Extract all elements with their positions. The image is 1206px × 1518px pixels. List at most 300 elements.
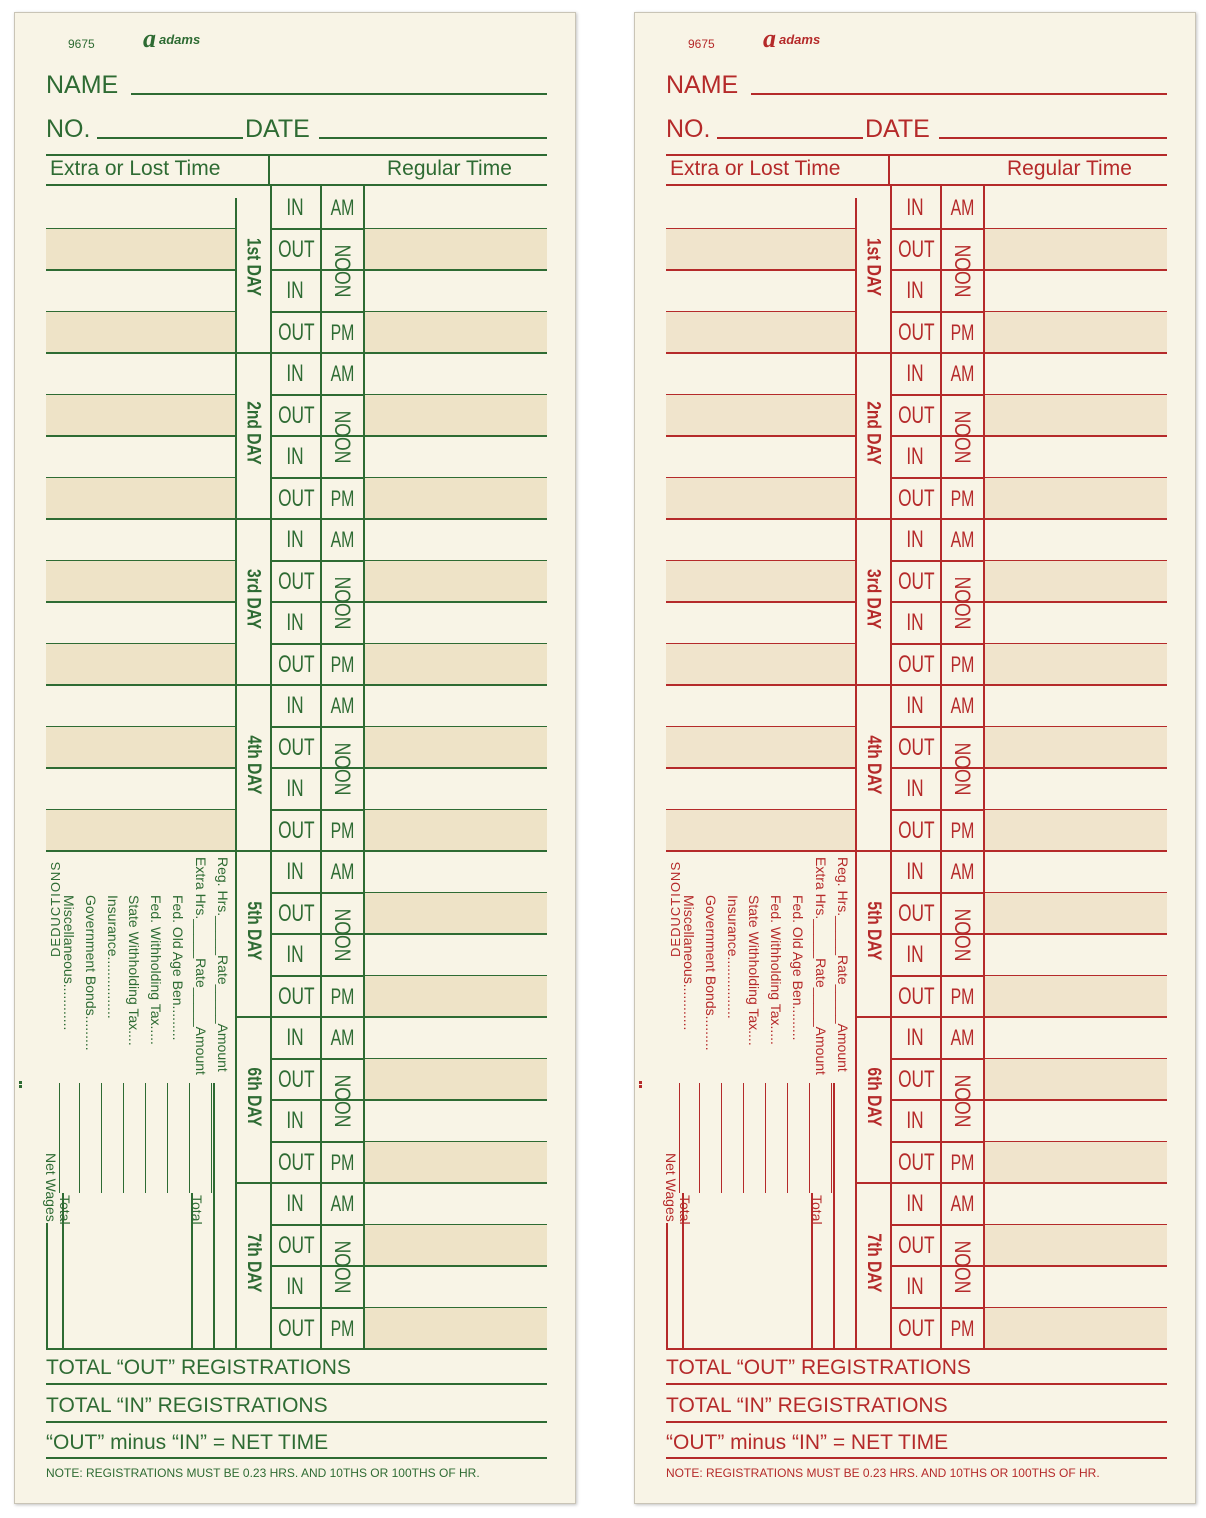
column-rule (940, 184, 942, 1349)
regular-time-cell[interactable] (983, 976, 1167, 1018)
regular-time-header: Regular Time (387, 157, 512, 180)
am-label (941, 685, 983, 727)
noon-label (321, 1059, 363, 1143)
in-label (271, 187, 319, 229)
column-rule (235, 198, 237, 1349)
in-label (271, 353, 319, 395)
in-out-text: OUT (278, 1148, 315, 1176)
extra-time-cell[interactable] (666, 353, 855, 395)
regular-time-cell[interactable] (983, 810, 1167, 852)
day-text: 3rd DAY (243, 568, 264, 630)
extra-lost-time-header: Extra or Lost Time (50, 157, 221, 180)
in-out-text: IN (286, 1107, 304, 1134)
pm-label (941, 810, 983, 852)
regular-time-cell[interactable] (363, 519, 547, 561)
out-label (271, 727, 319, 769)
registration-note: NOTE: REGISTRATIONS MUST BE 0.23 HRS. AND 10THS OR 100THS OF HR. (46, 1466, 480, 1480)
noon-label (941, 395, 983, 479)
extra-time-cell[interactable] (46, 187, 235, 229)
regular-time-cell[interactable] (363, 893, 547, 935)
regular-time-cell[interactable] (363, 312, 547, 354)
regular-time-cell[interactable] (363, 727, 547, 769)
regular-time-cell[interactable] (983, 1308, 1167, 1350)
in-label (271, 519, 319, 561)
in-out-text: IN (286, 941, 304, 968)
name-field[interactable] (751, 93, 1167, 95)
in-label (271, 1266, 319, 1308)
day-label (237, 549, 269, 649)
out-label (891, 727, 939, 769)
regular-time-cell[interactable] (983, 1225, 1167, 1267)
am-text: AM (330, 361, 354, 386)
regular-time-cell[interactable] (983, 727, 1167, 769)
reg-hours-line[interactable]: Reg. Hrs._____Rate_____Amount (835, 857, 851, 1072)
pm-text: PM (950, 1315, 974, 1341)
regular-time-cell[interactable] (363, 1225, 547, 1267)
day-label (237, 1213, 269, 1313)
in-label (891, 519, 939, 561)
noon-label (321, 561, 363, 645)
day-label (237, 881, 269, 981)
in-out-text: OUT (898, 318, 935, 346)
logo-name: adams (159, 31, 201, 47)
am-label (941, 1183, 983, 1225)
in-label (891, 1266, 939, 1308)
am-text: AM (330, 527, 354, 552)
extra-time-cell[interactable] (46, 685, 235, 727)
pm-text: PM (330, 1315, 354, 1341)
in-out-text: OUT (278, 733, 315, 761)
noon-label (941, 893, 983, 977)
extra-time-cell[interactable] (666, 810, 855, 852)
deduction-line[interactable]: Insurance................ (105, 895, 121, 1019)
regular-time-cell[interactable] (983, 1100, 1167, 1142)
in-out-text: IN (286, 277, 304, 304)
day-label (857, 383, 889, 483)
in-label (891, 1017, 939, 1059)
binder-dots-icon (19, 1081, 33, 1085)
pm-label (321, 1308, 363, 1350)
out-label (271, 1059, 319, 1101)
in-out-text: OUT (898, 1065, 935, 1093)
extra-time-cell[interactable] (666, 685, 855, 727)
deduction-line[interactable]: Miscellaneous............ (681, 895, 697, 1031)
pm-label (941, 644, 983, 686)
deduction-line[interactable]: Miscellaneous............ (61, 895, 77, 1031)
extra-hours-line[interactable]: Extra Hrs._____Rate_____Amount (813, 857, 829, 1075)
extra-time-cell[interactable] (666, 768, 855, 810)
regular-time-cell[interactable] (983, 436, 1167, 478)
total-out-registrations: TOTAL “OUT” REGISTRATIONS (46, 1356, 351, 1379)
deduction-entry-line (189, 1083, 190, 1193)
in-label (891, 602, 939, 644)
day-label (237, 1047, 269, 1147)
extra-time-cell[interactable] (666, 644, 855, 686)
regular-time-cell[interactable] (363, 1100, 547, 1142)
regular-time-cell[interactable] (363, 810, 547, 852)
regular-time-cell[interactable] (363, 1308, 547, 1350)
extra-time-cell[interactable] (666, 395, 855, 437)
regular-time-cell[interactable] (363, 436, 547, 478)
regular-time-cell[interactable] (983, 851, 1167, 893)
deduction-line[interactable]: Insurance................ (725, 895, 741, 1019)
deduction-line[interactable]: State Withholding Tax.... (126, 895, 142, 1046)
regular-time-cell[interactable] (983, 893, 1167, 935)
deductions-title-text: DEDUCTIONS (48, 861, 63, 957)
extra-time-cell[interactable] (46, 436, 235, 478)
extra-time-cell[interactable] (46, 270, 235, 312)
extra-time-cell[interactable] (46, 353, 235, 395)
day-text: 2nd DAY (243, 401, 264, 465)
net-time-label: “OUT” minus “IN” = NET TIME (46, 1431, 329, 1454)
total-label: Total (189, 1195, 205, 1225)
date-label: DATE (865, 115, 930, 143)
day-label (857, 881, 889, 981)
deduction-line[interactable]: State Withholding Tax.... (746, 895, 762, 1046)
deduction-entry-line (59, 1083, 60, 1193)
noon-text: NOON (950, 244, 975, 297)
regular-time-cell[interactable] (363, 685, 547, 727)
registration-rule (46, 1421, 547, 1423)
noon-label (941, 1225, 983, 1309)
in-out-text: OUT (278, 899, 315, 927)
regular-time-cell[interactable] (363, 976, 547, 1018)
extra-time-cell[interactable] (46, 312, 235, 354)
binder-dots-icon (639, 1081, 653, 1085)
noon-text: NOON (330, 1074, 355, 1127)
extra-time-cell[interactable] (46, 519, 235, 561)
regular-time-cell[interactable] (363, 270, 547, 312)
regular-time-cell[interactable] (983, 1142, 1167, 1184)
extra-time-cell[interactable] (666, 270, 855, 312)
deduction-line[interactable]: Fed. Old Age Ben......... (790, 895, 806, 1041)
extra-time-cell[interactable] (666, 436, 855, 478)
out-label (271, 478, 319, 520)
column-rule (890, 184, 892, 1349)
reg-hours-line[interactable]: Reg. Hrs._____Rate_____Amount (215, 857, 231, 1072)
extra-time-cell[interactable] (666, 519, 855, 561)
out-label (271, 1225, 319, 1267)
brand-logo (763, 24, 821, 53)
out-label (271, 976, 319, 1018)
am-text: AM (330, 1025, 354, 1050)
extra-time-cell[interactable] (46, 478, 235, 520)
regular-time-cell[interactable] (983, 1183, 1167, 1225)
noon-text: NOON (330, 410, 355, 463)
regular-time-cell[interactable] (983, 934, 1167, 976)
regular-time-cell[interactable] (983, 312, 1167, 354)
regular-time-cell[interactable] (983, 187, 1167, 229)
time-card-green (14, 12, 576, 1504)
noon-label (941, 229, 983, 313)
regular-time-cell[interactable] (983, 644, 1167, 686)
am-text: AM (950, 1025, 974, 1050)
day-text: 4th DAY (863, 735, 884, 795)
regular-time-cell[interactable] (363, 478, 547, 520)
pm-label (321, 810, 363, 852)
noon-label (941, 1059, 983, 1143)
in-out-text: IN (286, 1273, 304, 1300)
regular-time-cell[interactable] (363, 561, 547, 603)
extra-time-cell[interactable] (666, 229, 855, 271)
day-text: 6th DAY (243, 1067, 264, 1127)
row-rule (46, 850, 235, 852)
extra-time-cell[interactable] (46, 602, 235, 644)
day-label (857, 217, 889, 317)
am-text: AM (950, 859, 974, 884)
deduction-entry-line (787, 1083, 788, 1193)
deduction-entry-line (679, 1083, 680, 1193)
out-label (891, 1059, 939, 1101)
form-code: 9675 (68, 37, 95, 51)
registration-rule (666, 1421, 1167, 1423)
deduction-entry-line (809, 1083, 810, 1193)
total-in-registrations: TOTAL “IN” REGISTRATIONS (46, 1394, 328, 1417)
in-out-text: OUT (278, 401, 315, 429)
noon-text: NOON (330, 576, 355, 629)
regular-time-cell[interactable] (363, 353, 547, 395)
extra-time-cell[interactable] (666, 478, 855, 520)
regular-time-cell[interactable] (983, 1266, 1167, 1308)
date-field[interactable] (319, 137, 547, 139)
in-label (271, 768, 319, 810)
in-out-text: IN (906, 360, 924, 387)
regular-time-cell[interactable] (983, 561, 1167, 603)
column-rule (983, 184, 985, 1349)
column-rule (855, 198, 857, 1349)
date-field[interactable] (939, 137, 1167, 139)
in-out-text: OUT (898, 982, 935, 1010)
extra-time-cell[interactable] (46, 561, 235, 603)
out-label (891, 1142, 939, 1184)
am-text: AM (950, 693, 974, 718)
regular-time-cell[interactable] (983, 602, 1167, 644)
header-bottom-rule (666, 184, 1167, 186)
out-label (891, 312, 939, 354)
deduction-entry-line (101, 1083, 102, 1193)
total-in-registrations: TOTAL “IN” REGISTRATIONS (666, 1394, 948, 1417)
day-block-rule (235, 352, 270, 354)
regular-time-cell[interactable] (983, 519, 1167, 561)
day-label (237, 383, 269, 483)
regular-time-cell[interactable] (983, 768, 1167, 810)
deduction-entry-line (211, 1083, 212, 1193)
am-label (941, 851, 983, 893)
in-out-text: OUT (898, 401, 935, 429)
in-out-text: IN (906, 858, 924, 885)
day-block-rule (235, 1016, 270, 1018)
deduction-line[interactable]: Fed. Withholding Tax..... (768, 895, 784, 1045)
am-text: AM (950, 1191, 974, 1216)
regular-time-cell[interactable] (363, 229, 547, 271)
in-out-text: OUT (278, 567, 315, 595)
in-label (271, 1183, 319, 1225)
in-out-text: IN (286, 443, 304, 470)
regular-time-cell[interactable] (363, 1059, 547, 1101)
day-block-rule (855, 850, 890, 852)
regular-time-cell[interactable] (363, 187, 547, 229)
regular-time-cell[interactable] (363, 1017, 547, 1059)
deduction-entry-line (765, 1083, 766, 1193)
total-label: Total (677, 1195, 693, 1225)
pm-label (321, 644, 363, 686)
pm-label (321, 478, 363, 520)
in-label (891, 685, 939, 727)
in-label (891, 934, 939, 976)
pm-text: PM (950, 319, 974, 345)
in-label (891, 768, 939, 810)
regular-time-cell[interactable] (983, 353, 1167, 395)
net-wages-label: Net Wages (663, 1153, 679, 1222)
regular-time-cell[interactable] (983, 395, 1167, 437)
regular-time-cell[interactable] (363, 1183, 547, 1225)
extra-time-cell[interactable] (46, 395, 235, 437)
regular-time-cell[interactable] (983, 685, 1167, 727)
am-label (941, 1017, 983, 1059)
number-field[interactable] (97, 137, 243, 139)
out-label (891, 395, 939, 437)
regular-time-cell[interactable] (363, 934, 547, 976)
extra-hours-line[interactable]: Extra Hrs._____Rate_____Amount (193, 857, 209, 1075)
amount-column-line (833, 1083, 835, 1349)
pm-text: PM (330, 485, 354, 511)
extra-time-cell[interactable] (666, 187, 855, 229)
in-out-text: OUT (898, 567, 935, 595)
pm-label (321, 1142, 363, 1184)
am-label (321, 187, 363, 229)
out-label (271, 893, 319, 935)
form-code: 9675 (688, 37, 715, 51)
day-label (237, 715, 269, 815)
deduction-line[interactable]: Government Bonds......... (83, 895, 99, 1051)
header-divider (888, 154, 890, 186)
am-label (321, 519, 363, 561)
regular-time-cell[interactable] (363, 644, 547, 686)
extra-time-cell[interactable] (46, 810, 235, 852)
in-out-text: IN (906, 692, 924, 719)
in-out-text: IN (906, 526, 924, 553)
regular-time-cell[interactable] (363, 1266, 547, 1308)
in-out-text: IN (906, 609, 924, 636)
registration-rule (46, 1383, 547, 1385)
in-label (891, 1100, 939, 1142)
day-block-rule (235, 684, 270, 686)
out-label (271, 810, 319, 852)
day-text: 2nd DAY (863, 401, 884, 465)
deduction-entry-line (167, 1083, 168, 1193)
regular-time-cell[interactable] (363, 851, 547, 893)
in-out-text: IN (906, 775, 924, 802)
day-block-rule (855, 1182, 890, 1184)
number-label: NO. (46, 115, 91, 143)
extra-time-cell[interactable] (666, 312, 855, 354)
out-label (271, 1308, 319, 1350)
out-label (271, 312, 319, 354)
noon-text: NOON (950, 576, 975, 629)
in-label (271, 934, 319, 976)
in-out-text: OUT (898, 1314, 935, 1342)
extra-time-cell[interactable] (666, 561, 855, 603)
in-label (271, 602, 319, 644)
registration-rule (46, 1457, 547, 1459)
am-label (321, 353, 363, 395)
am-label (941, 519, 983, 561)
regular-time-cell[interactable] (363, 602, 547, 644)
in-out-text: IN (906, 1107, 924, 1134)
in-out-text: IN (286, 526, 304, 553)
out-label (891, 810, 939, 852)
out-label (271, 395, 319, 437)
deduction-entry-line (145, 1083, 146, 1193)
in-label (891, 851, 939, 893)
noon-text: NOON (950, 410, 975, 463)
pm-label (941, 976, 983, 1018)
extra-time-cell[interactable] (46, 768, 235, 810)
noon-label (321, 229, 363, 313)
out-label (891, 893, 939, 935)
extra-time-cell[interactable] (46, 644, 235, 686)
name-label: NAME (46, 71, 119, 99)
regular-time-cell[interactable] (363, 395, 547, 437)
regular-time-cell[interactable] (983, 229, 1167, 271)
logo-name: adams (779, 31, 821, 47)
in-out-text: IN (286, 858, 304, 885)
in-out-text: IN (286, 775, 304, 802)
deduction-line[interactable]: Government Bonds......... (703, 895, 719, 1051)
deduction-line[interactable]: Fed. Old Age Ben......... (170, 895, 186, 1041)
noon-text: NOON (950, 1240, 975, 1293)
grid-bottom-rule (46, 1348, 547, 1350)
pm-label (321, 312, 363, 354)
noon-label (321, 395, 363, 479)
pm-text: PM (330, 651, 354, 677)
regular-time-cell[interactable] (983, 1059, 1167, 1101)
regular-time-cell[interactable] (363, 1142, 547, 1184)
regular-time-cell[interactable] (983, 1017, 1167, 1059)
in-label (271, 436, 319, 478)
in-out-text: IN (286, 692, 304, 719)
day-block-rule (855, 1016, 890, 1018)
noon-label (321, 1225, 363, 1309)
am-text: AM (950, 195, 974, 220)
name-field[interactable] (131, 93, 547, 95)
in-out-text: IN (286, 1190, 304, 1217)
net-column-line (46, 1223, 48, 1349)
noon-text: NOON (330, 1240, 355, 1293)
out-label (271, 1142, 319, 1184)
logo-mark-icon: a (143, 24, 156, 53)
pm-text: PM (950, 983, 974, 1009)
number-field[interactable] (717, 137, 863, 139)
extra-time-cell[interactable] (46, 727, 235, 769)
out-label (271, 229, 319, 271)
regular-time-cell[interactable] (363, 768, 547, 810)
header-divider (268, 154, 270, 186)
day-block-rule (235, 1182, 270, 1184)
extra-time-cell[interactable] (666, 727, 855, 769)
pm-text: PM (950, 1149, 974, 1175)
net-wages-label: Net Wages (43, 1153, 59, 1222)
extra-time-cell[interactable] (666, 602, 855, 644)
day-label (857, 1213, 889, 1313)
deduction-line[interactable]: Fed. Withholding Tax..... (148, 895, 164, 1045)
regular-time-cell[interactable] (983, 270, 1167, 312)
pm-label (941, 312, 983, 354)
regular-time-cell[interactable] (983, 478, 1167, 520)
extra-time-cell[interactable] (46, 229, 235, 271)
in-label (891, 187, 939, 229)
pm-text: PM (330, 983, 354, 1009)
